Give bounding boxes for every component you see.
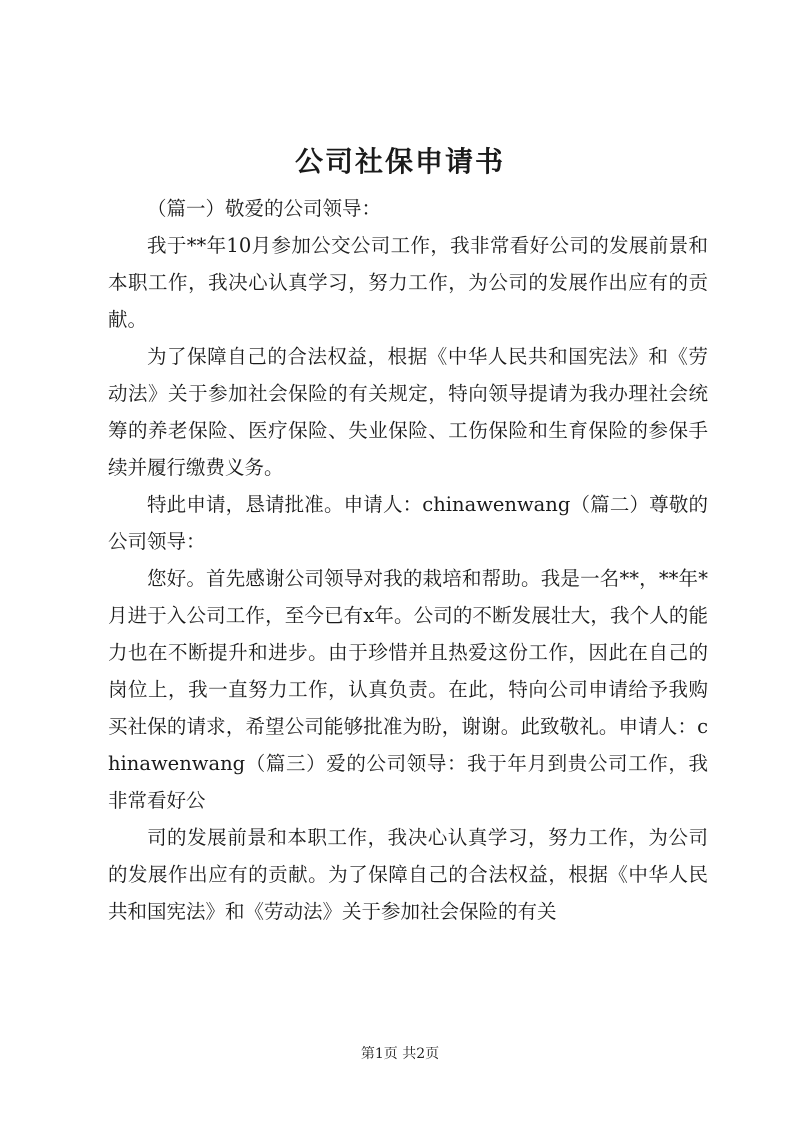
document-body	[108, 190, 708, 930]
page-number-footer: 第1页 共2页	[360, 1046, 440, 1062]
paragraph-intro: 我于**年10月参加公交公司工作，我非常看好公司的发展前景和本职工作，我决心认真学习，努力工作，为公司的发展作出应有的贡献。	[108, 234, 708, 331]
paragraph-closing-1: 特此申请，恳请批准。申请人：chinawenwang（篇二）尊敬的公司领导：	[108, 493, 708, 553]
document-title: 公司社保申请书	[294, 145, 505, 178]
paragraph-letter-3: 司的发展前景和本职工作，我决心认真学习，努力工作，为公司的发展作出应有的贡献。为了保障自己的合法权益，根据《中华人民共和国宪法》和《劳动法》关于参加社会保险的有关	[108, 826, 708, 923]
paragraph-salutation-1: （篇一）敬爱的公司领导：	[147, 197, 382, 220]
paragraph-request: 为了保障自己的合法权益，根据《中华人民共和国宪法》和《劳动法》关于参加社会保险的有关规定，特向领导提请为我办理社会统筹的养老保险、医疗保险、失业保险、工伤保险和生育保险的参保手续并履行缴费义务。	[108, 345, 708, 479]
paragraph-letter-2: 您好。首先感谢公司领导对我的栽培和帮助。我是一名**，**年*月进于入公司工作，至今已有x年。公司的不断发展壮大，我个人的能力也在不断提升和进步。由于珍惜并且热爱这份工作，因此在自己的岗位上，我一直努力工作，认真负责。在此，特向公司申请给予我购买社保的请求，希望公司能够批准为盼，谢谢。此致敬礼。申请人：chinawenwang（篇三）爱的公司领导：我于年月到贵公司工作，我非常看好公	[108, 567, 708, 812]
